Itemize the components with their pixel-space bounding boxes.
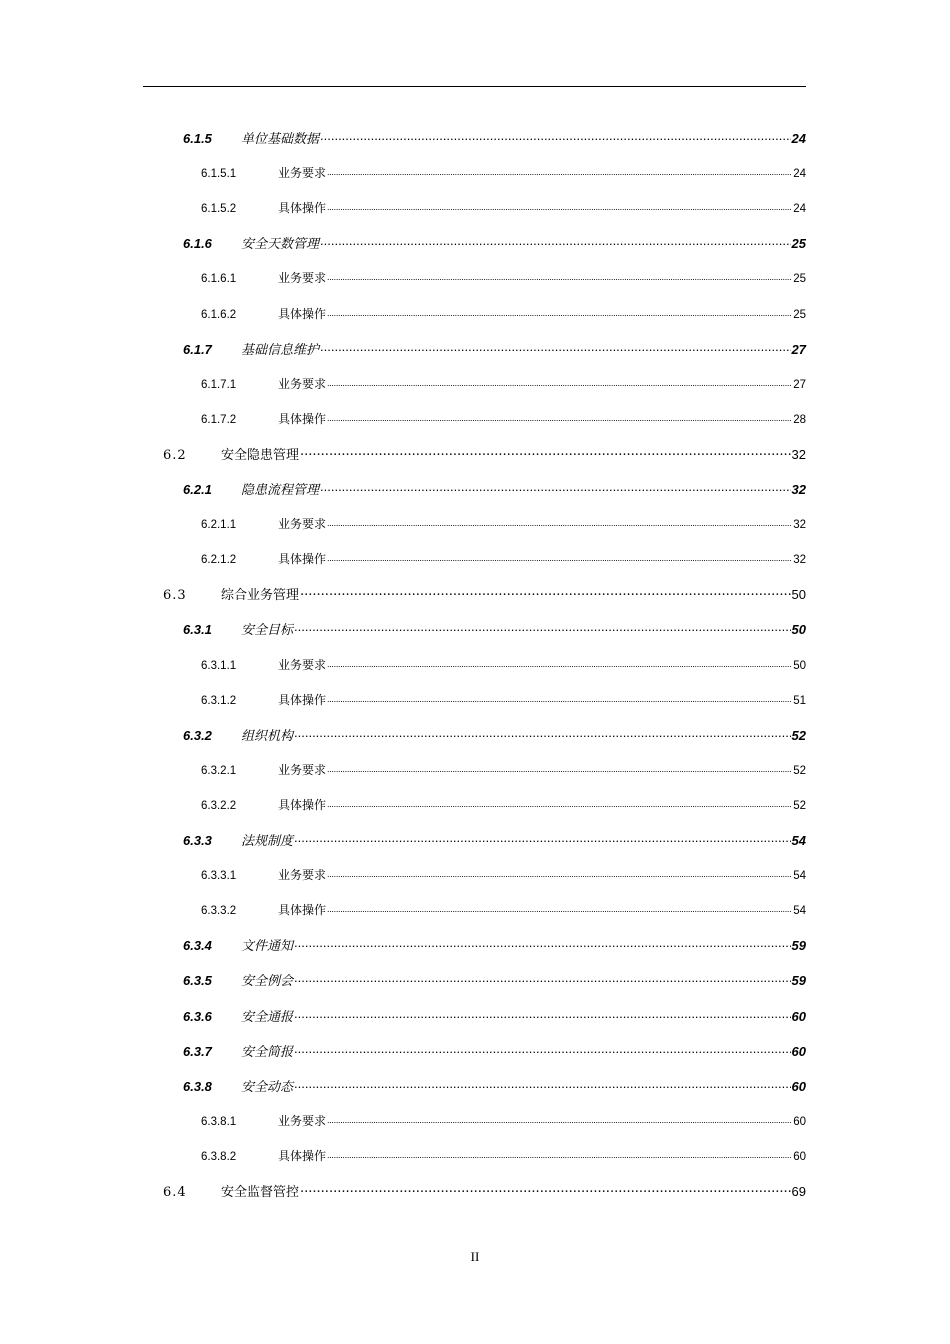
toc-entry-page: 27: [791, 342, 806, 357]
toc-dot-leader: [294, 936, 791, 950]
toc-entry-number: 6.2.1: [183, 482, 212, 497]
toc-entry-number: 6.4: [163, 1185, 187, 1200]
toc-entry-title: 具体操作: [278, 693, 327, 707]
toc-entry[interactable]: [201, 268, 806, 288]
toc-entry-number: 6.3.3: [183, 833, 212, 848]
toc-entry[interactable]: [183, 619, 806, 639]
toc-entry[interactable]: [201, 514, 806, 534]
toc-entry-number: 6.3.5: [183, 973, 212, 988]
toc-entry-page: 54: [793, 870, 806, 882]
toc-dot-leader: [327, 514, 792, 528]
toc-entry[interactable]: [201, 1146, 806, 1166]
toc-entry-number: 6.3.8.2: [201, 1151, 237, 1163]
toc-entry[interactable]: [201, 1111, 806, 1131]
toc-entry[interactable]: [183, 830, 806, 850]
toc-entry-title: 具体操作: [278, 798, 327, 812]
toc-entry-number: 6.1.6.2: [201, 309, 237, 321]
toc-entry-title: 业务要求: [278, 763, 327, 777]
toc-entry[interactable]: [183, 233, 806, 253]
toc-dot-leader: [294, 1007, 791, 1021]
toc-entry[interactable]: [201, 549, 806, 569]
toc-entry-title: 业务要求: [278, 271, 327, 285]
toc-entry-number: 6.3: [163, 588, 187, 603]
toc-entry[interactable]: [201, 795, 806, 815]
toc-entry-title: 具体操作: [278, 307, 327, 321]
toc-entry[interactable]: [201, 409, 806, 429]
toc-entry[interactable]: [163, 1181, 806, 1201]
toc-entry-title: 具体操作: [278, 552, 327, 566]
toc-entry-page: 52: [791, 728, 806, 743]
toc-entry-page: 50: [793, 660, 806, 672]
toc-entry-page: 32: [791, 447, 806, 462]
toc-entry-title: 具体操作: [278, 201, 327, 215]
toc-dot-leader: [327, 690, 792, 704]
toc-entry-page: 60: [791, 1079, 806, 1094]
toc-dot-leader: [327, 795, 792, 809]
header-rule: [143, 86, 806, 87]
toc-entry-number: 6.3.2.1: [201, 765, 237, 777]
toc-dot-leader: [294, 726, 791, 740]
toc-dot-leader: [320, 340, 791, 354]
toc-dot-leader: [327, 1111, 792, 1125]
toc-dot-leader: [320, 480, 791, 494]
toc-entry-page: 24: [793, 168, 806, 180]
toc-entry-page: 25: [793, 273, 806, 285]
toc-dot-leader: [294, 620, 791, 634]
toc-entry-title: 安全隐患管理: [221, 448, 300, 463]
toc-entry-page: 52: [793, 800, 806, 812]
toc-dot-leader: [327, 1146, 792, 1160]
toc-entry[interactable]: [183, 970, 806, 990]
toc-entry-number: 6.3.8: [183, 1079, 212, 1094]
toc-dot-leader: [327, 865, 792, 879]
toc-entry-number: 6.3.3.1: [201, 870, 237, 882]
toc-entry-number: 6.1.7.1: [201, 379, 237, 391]
toc-entry[interactable]: [183, 128, 806, 148]
toc-entry-page: 28: [793, 414, 806, 426]
toc-dot-leader: [300, 1182, 791, 1196]
toc-entry-number: 6.3.3.2: [201, 905, 237, 917]
toc-entry-page: 51: [793, 695, 806, 707]
toc-entry-title: 具体操作: [278, 903, 327, 917]
page-number: II: [470, 1249, 480, 1264]
toc-entry-title: 业务要求: [278, 658, 327, 672]
toc-entry-number: 6.3.7: [183, 1044, 212, 1059]
toc-dot-leader: [320, 129, 791, 143]
toc-entry-page: 32: [791, 482, 806, 497]
toc-entry-number: 6.1.5.2: [201, 203, 237, 215]
toc-dot-leader: [294, 971, 791, 985]
toc-entry[interactable]: [163, 584, 806, 604]
toc-entry-number: 6.1.6: [183, 236, 212, 251]
toc-entry[interactable]: [183, 1041, 806, 1061]
toc-dot-leader: [327, 198, 792, 212]
toc-entry-page: 60: [793, 1116, 806, 1128]
toc-dot-leader: [327, 374, 792, 388]
toc-entry-title: 安全动态: [241, 1080, 294, 1095]
toc-entry-page: 24: [793, 203, 806, 215]
toc-entry-number: 6.2: [163, 448, 187, 463]
toc-entry-title: 安全天数管理: [241, 237, 320, 252]
toc-entry-page: 59: [791, 973, 806, 988]
toc-entry-page: 52: [793, 765, 806, 777]
toc-entry-page: 54: [793, 905, 806, 917]
toc-entry-title: 基础信息维护: [241, 343, 320, 358]
toc-entry-number: 6.3.4: [183, 938, 212, 953]
toc-entry-number: 6.3.1: [183, 622, 212, 637]
toc-entry-title: 文件通知: [241, 939, 294, 954]
toc-entry-page: 32: [793, 519, 806, 531]
toc-entry-page: 59: [791, 938, 806, 953]
toc-entry-page: 60: [791, 1044, 806, 1059]
toc-entry-title: 业务要求: [278, 377, 327, 391]
toc-entry-page: 60: [791, 1009, 806, 1024]
toc-entry[interactable]: [201, 163, 806, 183]
toc-entry-title: 业务要求: [278, 166, 327, 180]
toc-dot-leader: [300, 445, 791, 459]
toc-entry-title: 安全例会: [241, 974, 294, 989]
toc-entry-page: 50: [791, 587, 806, 602]
toc-entry-page: 54: [791, 833, 806, 848]
toc-entry-number: 6.1.7.2: [201, 414, 237, 426]
toc-entry-page: 50: [791, 622, 806, 637]
toc-entry-page: 69: [791, 1184, 806, 1199]
toc-entry-page: 60: [793, 1151, 806, 1163]
toc-entry-title: 安全监督管控: [221, 1185, 300, 1200]
toc-entry-title: 单位基础数据: [241, 132, 320, 147]
toc-entry[interactable]: [183, 725, 806, 745]
toc-entry-title: 安全目标: [241, 623, 294, 638]
toc-entry-title: 综合业务管理: [221, 588, 300, 603]
toc-entry-title: 具体操作: [278, 412, 327, 426]
toc-entry-number: 6.1.5.1: [201, 168, 237, 180]
toc-entry-title: 具体操作: [278, 1149, 327, 1163]
toc-entry-title: 业务要求: [278, 517, 327, 531]
toc-entry-page: 27: [793, 379, 806, 391]
toc-entry-page: 24: [791, 131, 806, 146]
toc-entry[interactable]: [183, 339, 806, 359]
toc-entry-title: 安全简报: [241, 1045, 294, 1060]
toc-entry-number: 6.2.1.2: [201, 554, 237, 566]
toc-entry[interactable]: [163, 444, 806, 464]
toc-entry[interactable]: [201, 690, 806, 710]
toc-dot-leader: [294, 1042, 791, 1056]
toc-entry[interactable]: [201, 304, 806, 324]
toc-dot-leader: [300, 585, 791, 599]
toc-entry[interactable]: [201, 900, 806, 920]
toc-entry-number: 6.3.8.1: [201, 1116, 237, 1128]
toc-entry-number: 6.3.2.2: [201, 800, 237, 812]
toc-dot-leader: [327, 900, 792, 914]
toc-entry-title: 安全通报: [241, 1010, 294, 1025]
toc-entry-title: 业务要求: [278, 868, 327, 882]
toc-dot-leader: [320, 234, 791, 248]
toc-dot-leader: [327, 760, 792, 774]
toc-entry-title: 隐患流程管理: [241, 483, 320, 498]
toc-entry-page: 25: [793, 309, 806, 321]
toc-entry[interactable]: [201, 198, 806, 218]
toc-dot-leader: [327, 409, 792, 423]
toc-entry-number: 6.3.2: [183, 728, 212, 743]
toc-entry[interactable]: [201, 655, 806, 675]
toc-dot-leader: [327, 304, 792, 318]
toc-entry[interactable]: [183, 1006, 806, 1026]
toc-dot-leader: [327, 163, 792, 177]
toc-entry-number: 6.1.5: [183, 131, 212, 146]
toc-dot-leader: [327, 655, 792, 669]
toc-entry[interactable]: [201, 374, 806, 394]
toc-entry-page: 25: [791, 236, 806, 251]
toc-dot-leader: [327, 268, 792, 282]
toc-entry-number: 6.3.1.1: [201, 660, 237, 672]
toc-entry-title: 法规制度: [241, 834, 294, 849]
toc-entry-number: 6.1.6.1: [201, 273, 237, 285]
toc-dot-leader: [294, 831, 791, 845]
toc-entry-page: 32: [793, 554, 806, 566]
toc-entry[interactable]: [183, 935, 806, 955]
toc-entry[interactable]: [183, 479, 806, 499]
toc-dot-leader: [294, 1077, 791, 1091]
toc-entry[interactable]: [201, 760, 806, 780]
toc-entry-title: 业务要求: [278, 1114, 327, 1128]
toc-entry-title: 组织机构: [241, 729, 294, 744]
toc-entry-number: 6.3.1.2: [201, 695, 237, 707]
toc-dot-leader: [327, 549, 792, 563]
toc-entry[interactable]: [183, 1076, 806, 1096]
toc-entry-number: 6.1.7: [183, 342, 212, 357]
toc-entry[interactable]: [201, 865, 806, 885]
toc-entry-number: 6.2.1.1: [201, 519, 237, 531]
toc-entry-number: 6.3.6: [183, 1009, 212, 1024]
